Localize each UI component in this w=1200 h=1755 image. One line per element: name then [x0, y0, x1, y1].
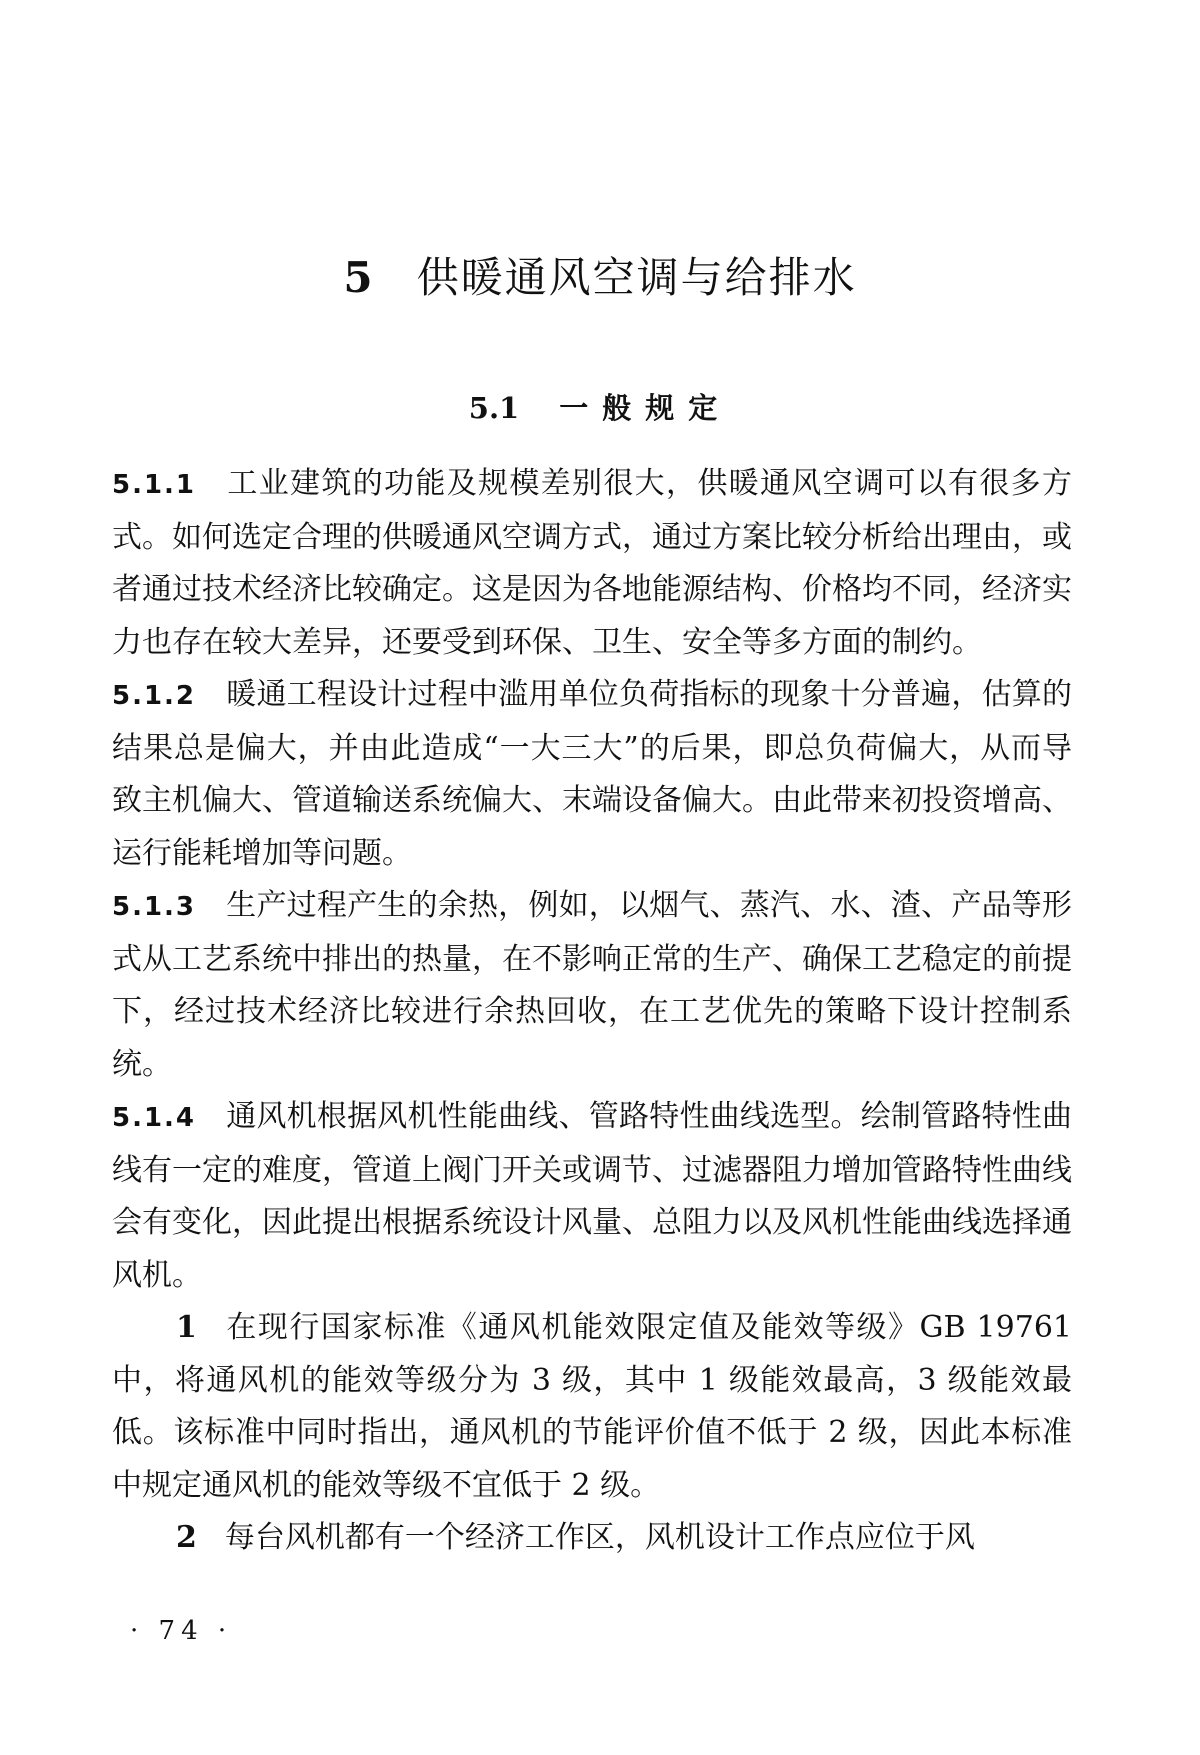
clause-text: 生产过程产生的余热，例如，以烟气、蒸汽、水、渣、产品等形式从工艺系统中排出的热量，在不影响正常的生产、确保工艺稳定的前提下，经过技术经济比较进行余热回收，在工艺优先的策略下设计控制系统。 [112, 888, 1072, 1082]
clause-5-1-2 [112, 669, 1072, 880]
item-number: 1 [176, 1310, 197, 1345]
item-1 [112, 1302, 1072, 1512]
section-number: 5.1 [468, 391, 520, 425]
chapter-title: 供暖通风空调与给排水 [416, 253, 857, 302]
clause-number: 5.1.4 [112, 1103, 197, 1133]
item-text: 每台风机都有一个经济工作区，风机设计工作点应位于风 [224, 1520, 975, 1555]
chapter-number: 5 [343, 253, 375, 302]
clause-number: 5.1.3 [112, 892, 197, 922]
clause-5-1-3 [112, 880, 1072, 1091]
clause-5-1-1 [112, 458, 1072, 669]
page-number: · 74 · [130, 1616, 233, 1646]
clause-number: 5.1.2 [112, 681, 197, 711]
section-title: 一般规定 [559, 391, 732, 425]
item-2 [112, 1512, 1072, 1565]
clause-text: 通风机根据风机性能曲线、管路特性曲线选型。绘制管路特性曲线有一定的难度，管道上阀门开关或调节、过滤器阻力增加管路特性曲线会有变化，因此提出根据系统设计风量、总阻力以及风机性能曲线选择通风机。 [112, 1099, 1072, 1293]
item-text: 在现行国家标准《通风机能效限定值及能效等级》GB 19761中，将通风机的能效等级分为 3 级，其中 1 级能效最高，3 级能效最低。该标准中同时指出，通风机的节能评价值不低于 2 级，因此本标准中规定通风机的能效等级不宜低于 2 级。 [112, 1310, 1072, 1503]
clause-text: 暖通工程设计过程中滥用单位负荷指标的现象十分普遍，估算的结果总是偏大，并由此造成“一大三大”的后果，即总负荷偏大，从而导致主机偏大、管道输送系统偏大、末端设备偏大。由此带来初投资增高、运行能耗增加等问题。 [112, 677, 1072, 871]
item-number: 2 [176, 1520, 197, 1555]
clause-text: 工业建筑的功能及规模差别很大，供暖通风空调可以有很多方式。如何选定合理的供暖通风空调方式，通过方案比较分析给出理由，或者通过技术经济比较确定。这是因为各地能源结构、价格均不同，经济实力也存在较大差异，还要受到环保、卫生、安全等多方面的制约。 [112, 466, 1072, 660]
section-heading [0, 388, 1200, 428]
body-text [112, 458, 1072, 1565]
chapter-heading [0, 248, 1200, 308]
clause-number: 5.1.1 [112, 470, 197, 500]
clause-5-1-4 [112, 1091, 1072, 1302]
